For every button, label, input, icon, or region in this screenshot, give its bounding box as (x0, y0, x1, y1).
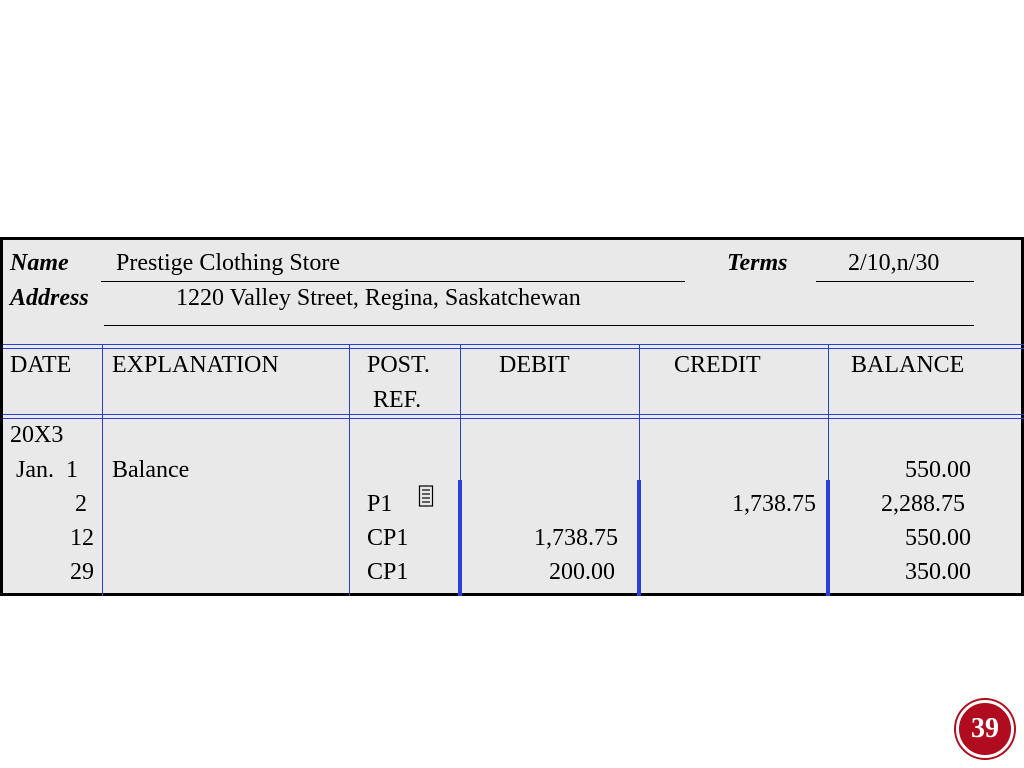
row-1-date: Jan. 1 (16, 457, 78, 483)
column-divider-credit (828, 344, 829, 480)
customer-address: 1220 Valley Street, Regina, Saskatchewan (176, 285, 581, 311)
col-header-credit: CREDIT (674, 352, 761, 378)
row-3-debit: 1,738.75 (534, 525, 618, 551)
row-3-post-ref: CP1 (367, 525, 409, 551)
terms-underline (816, 281, 974, 282)
col-header-date: DATE (10, 352, 72, 378)
name-label: Name (10, 250, 69, 276)
column-divider-debit-thick (637, 480, 641, 596)
column-divider-debit (639, 344, 640, 480)
column-divider-postref (460, 344, 461, 480)
col-header-post-ref-2: REF. (373, 387, 422, 413)
row-4-post-ref: CP1 (367, 559, 409, 585)
header-rule-top-2 (3, 348, 1024, 349)
customer-name: Prestige Clothing Store (116, 250, 340, 276)
column-divider-credit-thick (826, 480, 830, 596)
row-4-date: 29 (70, 559, 94, 585)
page-number-badge: 39 (956, 700, 1014, 758)
year-label: 20X3 (10, 422, 64, 448)
row-1-explanation: Balance (112, 457, 190, 483)
row-2-date: 2 (75, 491, 87, 517)
address-label: Address (10, 285, 89, 311)
row-2-post-ref: P1 (367, 491, 393, 517)
header-rule-bottom-2 (3, 418, 1024, 419)
column-divider-postref-thick (458, 480, 462, 596)
col-header-post-ref: POST. (367, 352, 430, 378)
row-4-debit: 200.00 (549, 559, 615, 585)
col-header-explanation: EXPLANATION (112, 352, 279, 378)
header-rule-top (3, 344, 1024, 345)
row-4-balance: 350.00 (905, 559, 971, 585)
column-divider-date (102, 344, 103, 596)
terms-value: 2/10,n/30 (848, 250, 940, 276)
row-3-date: 12 (70, 525, 94, 551)
row-2-credit: 1,738.75 (732, 491, 816, 517)
row-2-balance: 2,288.75 (881, 491, 965, 517)
row-1-balance: 550.00 (905, 457, 971, 483)
terms-label: Terms (727, 250, 788, 276)
col-header-debit: DEBIT (499, 352, 570, 378)
col-header-balance: BALANCE (851, 352, 965, 378)
row-3-balance: 550.00 (905, 525, 971, 551)
name-underline (101, 281, 685, 282)
header-rule-bottom (3, 414, 1024, 415)
column-divider-explanation (349, 344, 350, 596)
address-underline (104, 325, 974, 326)
subsidiary-ledger-account (0, 237, 1024, 596)
